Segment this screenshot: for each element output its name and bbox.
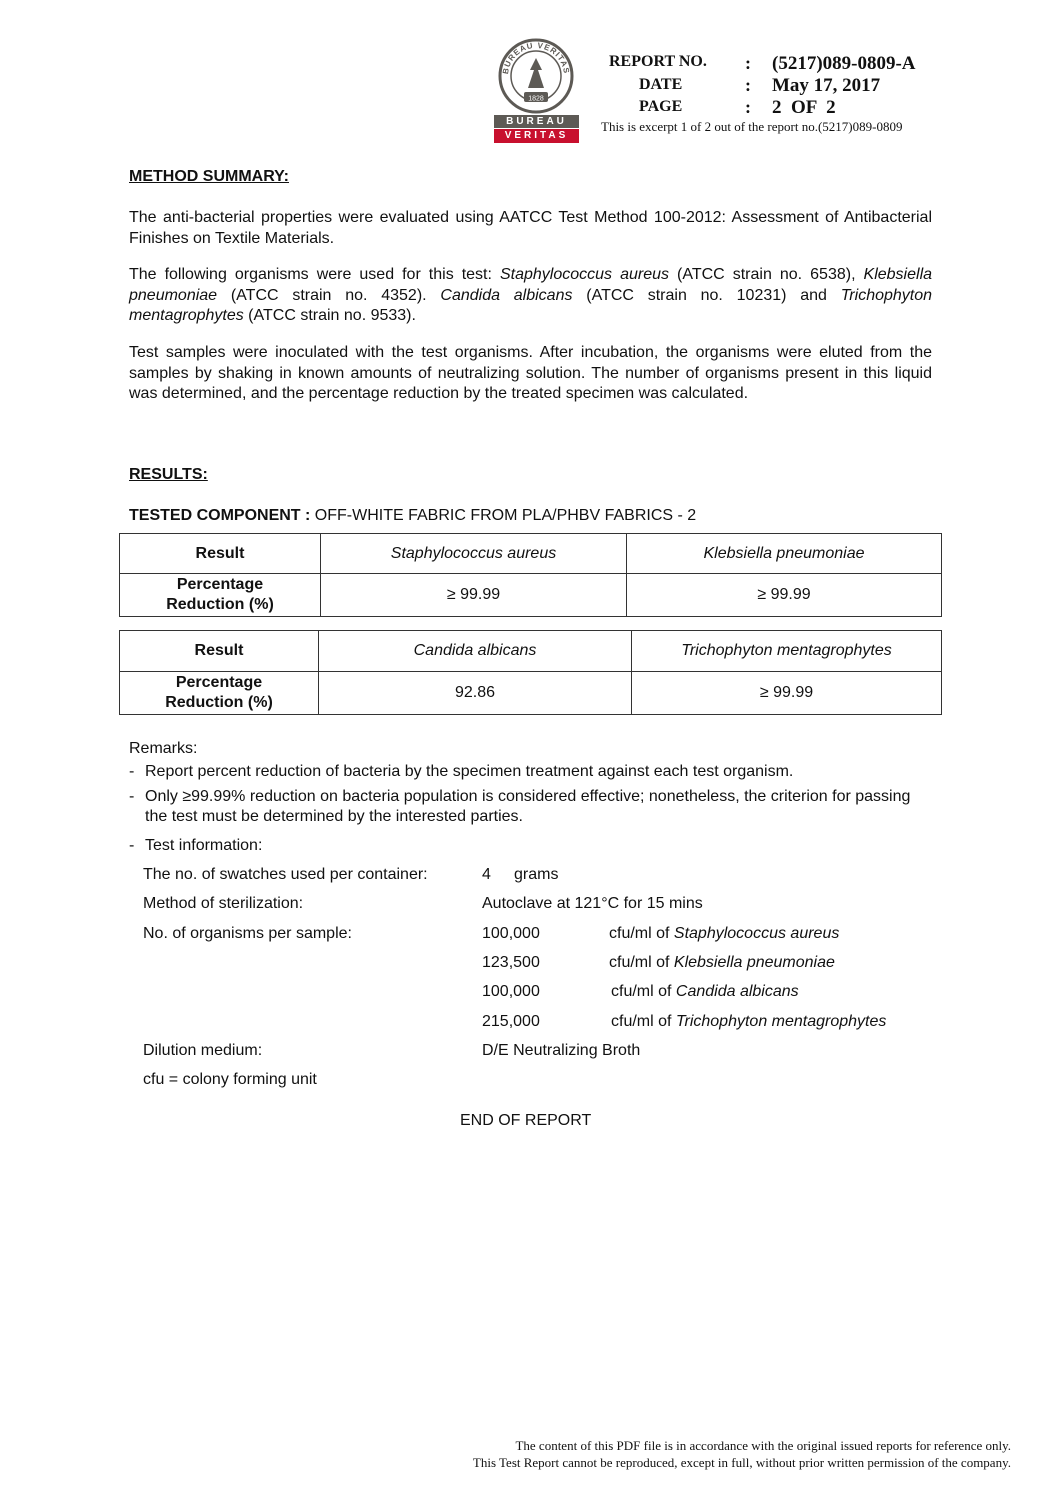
p2-org-4: Trichophyton mentagrophytes bbox=[129, 286, 933, 324]
page-value: 2 OF 2 bbox=[772, 97, 836, 118]
page-label: PAGE bbox=[639, 98, 683, 115]
org-unit-2: cfu/ml of bbox=[609, 954, 674, 971]
org-count-2: 123,500 bbox=[482, 954, 540, 971]
table2-row-label-line2: Reduction (%) bbox=[165, 694, 273, 711]
org-line-3 bbox=[611, 983, 799, 1001]
table2-header-org-2: Trichophyton mentagrophytes bbox=[632, 631, 942, 672]
table2-header-result: Result bbox=[120, 631, 319, 672]
remark-3: Test information: bbox=[145, 837, 263, 854]
cfu-note: cfu = colony forming unit bbox=[143, 1071, 317, 1088]
end-of-report: END OF REPORT bbox=[460, 1112, 592, 1129]
org-count-4: 215,000 bbox=[482, 1013, 540, 1030]
results-heading: RESULTS: bbox=[129, 466, 208, 483]
p2-text-d: (ATCC strain no. 10231) and bbox=[572, 286, 841, 304]
tested-component-value: OFF-WHITE FABRIC FROM PLA/PHBV FABRICS - 2 bbox=[310, 507, 697, 524]
table1-value-1: ≥ 99.99 bbox=[321, 574, 627, 617]
organisms-label: No. of organisms per sample: bbox=[143, 925, 352, 942]
report-no-label: REPORT NO. bbox=[609, 53, 707, 70]
remark-1: Report percent reduction of bacteria by the specimen treatment against each test organism. bbox=[145, 763, 794, 780]
method-summary-heading: METHOD SUMMARY: bbox=[129, 168, 289, 185]
report-no-value: (5217)089-0809-A bbox=[772, 53, 916, 74]
p2-text-a: The following organisms were used for this test: bbox=[129, 266, 500, 283]
logo-band-bureau: BUREAU bbox=[506, 116, 567, 127]
footer-line-1: The content of this PDF file is in accordance with the original issued reports for reference only. bbox=[515, 1438, 1011, 1453]
report-no-colon: : bbox=[745, 53, 751, 73]
table1-row-label-line1: Percentage bbox=[176, 576, 264, 593]
date-label: DATE bbox=[639, 76, 683, 93]
table1-row-label-line2: Reduction (%) bbox=[166, 596, 274, 613]
org-name-1: Staphylococcus aureus bbox=[673, 925, 840, 942]
sterilization-label: Method of sterilization: bbox=[143, 895, 304, 912]
results-table-1 bbox=[119, 533, 942, 617]
remark-2-dash: - bbox=[129, 788, 135, 805]
logo-band-veritas: VERITAS bbox=[504, 130, 569, 141]
table2-row-label bbox=[120, 672, 319, 715]
org-unit-3: cfu/ml of bbox=[611, 983, 676, 1000]
table1-header-result: Result bbox=[120, 534, 321, 574]
table2-value-2: ≥ 99.99 bbox=[632, 672, 942, 715]
org-unit-4: cfu/ml of bbox=[611, 1013, 676, 1030]
swatches-value: 4 bbox=[482, 866, 491, 883]
org-line-1 bbox=[609, 925, 839, 943]
table1-row-label bbox=[120, 574, 321, 617]
org-line-2 bbox=[609, 954, 835, 972]
results-table-2 bbox=[119, 630, 942, 715]
date-value: May 17, 2017 bbox=[772, 75, 881, 96]
table2-header-org-1: Candida albicans bbox=[319, 631, 632, 672]
org-count-3: 100,000 bbox=[482, 983, 540, 1000]
swatches-unit: grams bbox=[514, 866, 559, 883]
p2-org-1: Staphylococcus aureus bbox=[499, 266, 669, 283]
p2-org-2: Klebsiella pneumoniae bbox=[129, 266, 933, 304]
org-unit-1: cfu/ml of bbox=[609, 925, 674, 942]
excerpt-note: This is excerpt 1 of 2 out of the report no.(5217)089-0809 bbox=[601, 119, 903, 134]
svg-text:BUREAU VERITAS: BUREAU VERITAS bbox=[500, 40, 572, 75]
org-count-1: 100,000 bbox=[482, 925, 540, 942]
org-name-4: Trichophyton mentagrophytes bbox=[675, 1013, 887, 1030]
remarks-title: Remarks: bbox=[129, 740, 198, 757]
p2-text-e: (ATCC strain no. 9533). bbox=[243, 307, 416, 324]
p2-text-b: (ATCC strain no. 6538), bbox=[669, 266, 864, 283]
remark-2: Only ≥99.99% reduction on bacteria population is considered effective; nonetheless, the criterion for passing the test must be determined by the interested parties. bbox=[145, 788, 911, 825]
footer-disclaimer bbox=[473, 1437, 1011, 1471]
remark-1-dash: - bbox=[129, 763, 135, 780]
method-paragraph-3: Test samples were inoculated with the test organisms. After incubation, the organisms were eluted from the samples by shaking in known amounts of neutralizing solution. The number of organisms present in this liquid was determined, and the percentage reduction by the treated specimen was calculated. bbox=[129, 344, 932, 402]
sterilization-value: Autoclave at 121°C for 15 mins bbox=[482, 895, 703, 912]
p2-text-c: (ATCC strain no. 4352). bbox=[217, 286, 441, 304]
org-name-2: Klebsiella pneumoniae bbox=[673, 954, 835, 971]
bureau-veritas-logo bbox=[494, 36, 579, 144]
table2-value-1: 92.86 bbox=[319, 672, 632, 715]
dilution-value: D/E Neutralizing Broth bbox=[482, 1042, 641, 1059]
date-colon: : bbox=[745, 75, 751, 95]
method-paragraph-1: The anti-bacterial properties were evaluated using AATCC Test Method 100-2012: Assessment of Antibacterial Finishes on Textile Materials. bbox=[129, 209, 932, 247]
method-paragraph-2 bbox=[129, 265, 932, 327]
tested-component-label: TESTED COMPONENT : bbox=[129, 507, 311, 524]
table1-header-org-1: Staphylococcus aureus bbox=[321, 534, 627, 574]
footer-line-2: This Test Report cannot be reproduced, except in full, without prior written permission of the company. bbox=[472, 1455, 1011, 1470]
tested-component bbox=[129, 507, 696, 525]
dilution-label: Dilution medium: bbox=[143, 1042, 263, 1059]
p2-org-3: Candida albicans bbox=[440, 286, 573, 304]
table2-row-label-line1: Percentage bbox=[175, 674, 263, 691]
remark-3-dash: - bbox=[129, 837, 135, 854]
svg-text:1828: 1828 bbox=[528, 95, 544, 103]
org-line-4 bbox=[611, 1013, 886, 1031]
table1-value-2: ≥ 99.99 bbox=[627, 574, 942, 617]
org-name-3: Candida albicans bbox=[675, 983, 799, 1000]
swatches-label: The no. of swatches used per container: bbox=[143, 866, 428, 883]
page-colon: : bbox=[745, 97, 751, 117]
table1-header-org-2: Klebsiella pneumoniae bbox=[627, 534, 942, 574]
